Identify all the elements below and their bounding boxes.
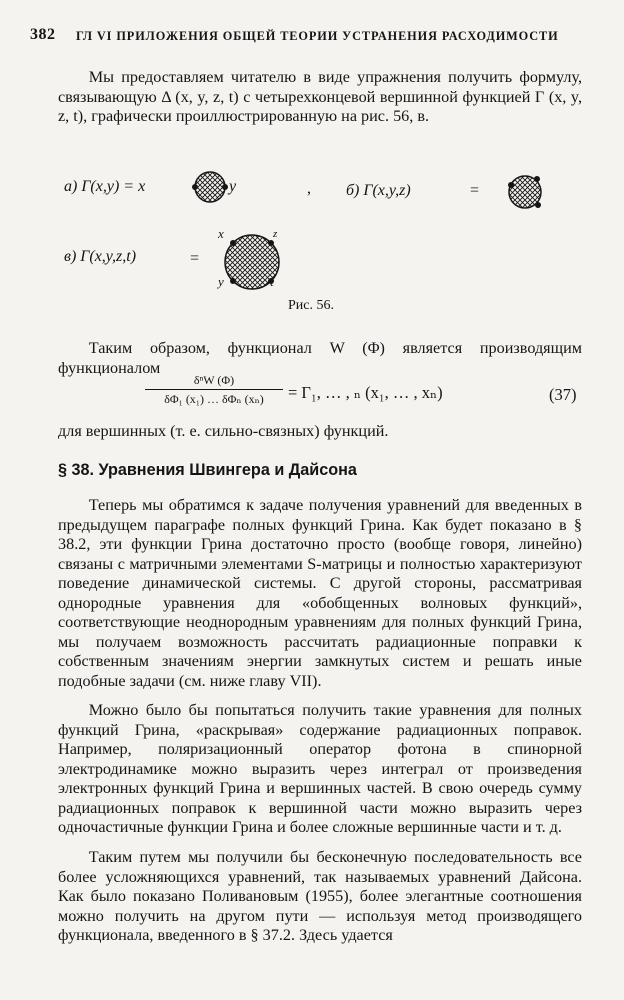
fig-equals-c: = <box>190 250 200 267</box>
after-equation-text: для вершинных (т. е. сильно-связных) функций. <box>58 422 389 440</box>
fig-label-a: а) Γ(x,y) = x <box>64 178 146 195</box>
fig-separator: , <box>307 180 311 197</box>
functional-text: Таким образом, функционал W (Φ) является производящим функционалом <box>58 339 582 377</box>
fig-vertex-y: y <box>218 274 224 289</box>
fig-label-c: в) Γ(x,y,z,t) <box>64 248 137 265</box>
intro-text: Мы предоставляем читателю в виде упражнения получить формулу, связывающую Δ (x, y, z, t) с четырехконцевой вершинной функцией Γ (x, y, z, t), графически проиллюстрированную на рис. 56, в. <box>58 68 582 125</box>
fig-vertex-z: z <box>273 228 278 240</box>
vertex-3-point <box>508 176 541 208</box>
body-paragraph-1: Теперь мы обратимся к задаче получения уравнений для введенных в предыдущем параграфе полных функций Грина. Как будет показано в § 38.2, эти функции Грина достаточно просто (вообще говоря, линейно) связаны с матричными элементами S-матрицы и полностью характеризуют поведение динамической системы. С другой стороны, рассматривая однородные уравнения для «обобщенных волновых функций», соответствующие неоднородным уравнениям для полных функций Грина, мы получаем возможность рассчитать радиационные поправки к собственным значениям энергии замкнутых систем и решать иные подобные задачи (см. ниже главу VII). <box>58 496 582 690</box>
equation-fraction <box>145 373 283 406</box>
section-heading: § 38. Уравнения Швингера и Дайсона <box>58 461 357 479</box>
equation-numerator: δⁿW (Φ) <box>193 373 235 387</box>
figure-caption: Рис. 56. <box>288 298 334 313</box>
fig-vertex-t: t <box>270 274 274 289</box>
equation-denominator: δΦ₁ (x₁) … δΦₙ (xₙ) <box>145 389 283 406</box>
functional-paragraph <box>58 339 582 378</box>
fig-vertex-x: x <box>218 226 224 241</box>
vertex-2-point <box>192 172 228 202</box>
body-paragraph-2: Можно было бы попытаться получить такие уравнения для полных функций Грина, «раскрывая» содержание радиационных поправок. Например, поляризационный оператор фотона в спинорной электродинамике можно выразить через интеграл от произведения электронных функций Грина и вершинных частей. В свою очередь сумму радиационных поправок к вершинной части можно выразить через одночастичные функции Грина и более сложные вершинные части и т. д. <box>58 701 582 836</box>
fig-equals-b: = <box>470 182 480 199</box>
fig-label-b: б) Γ(x,y,z) <box>346 182 411 199</box>
equation-rhs: = Γ₁, … , ₙ (x₁, … , xₙ) <box>288 383 443 402</box>
running-title: ГЛ VI ПРИЛОЖЕНИЯ ОБЩЕЙ ТЕОРИИ УСТРАНЕНИЯ РАСХОДИМОСТИ <box>76 29 559 43</box>
equation-number: (37) <box>549 385 577 404</box>
body-paragraph-3: Таким путем мы получили бы бесконечную последовательность все более усложняющихся уравнений, так называемых уравнений Дайсона. Как было показано Поливановым (1955), более элегантные соотношения можно получить на другом пути — используя метод производящего функционала, введенного в § 37.2. Здесь удается <box>58 848 582 944</box>
page-number: 382 <box>30 26 56 43</box>
fig-label-a-y: y <box>229 178 237 195</box>
